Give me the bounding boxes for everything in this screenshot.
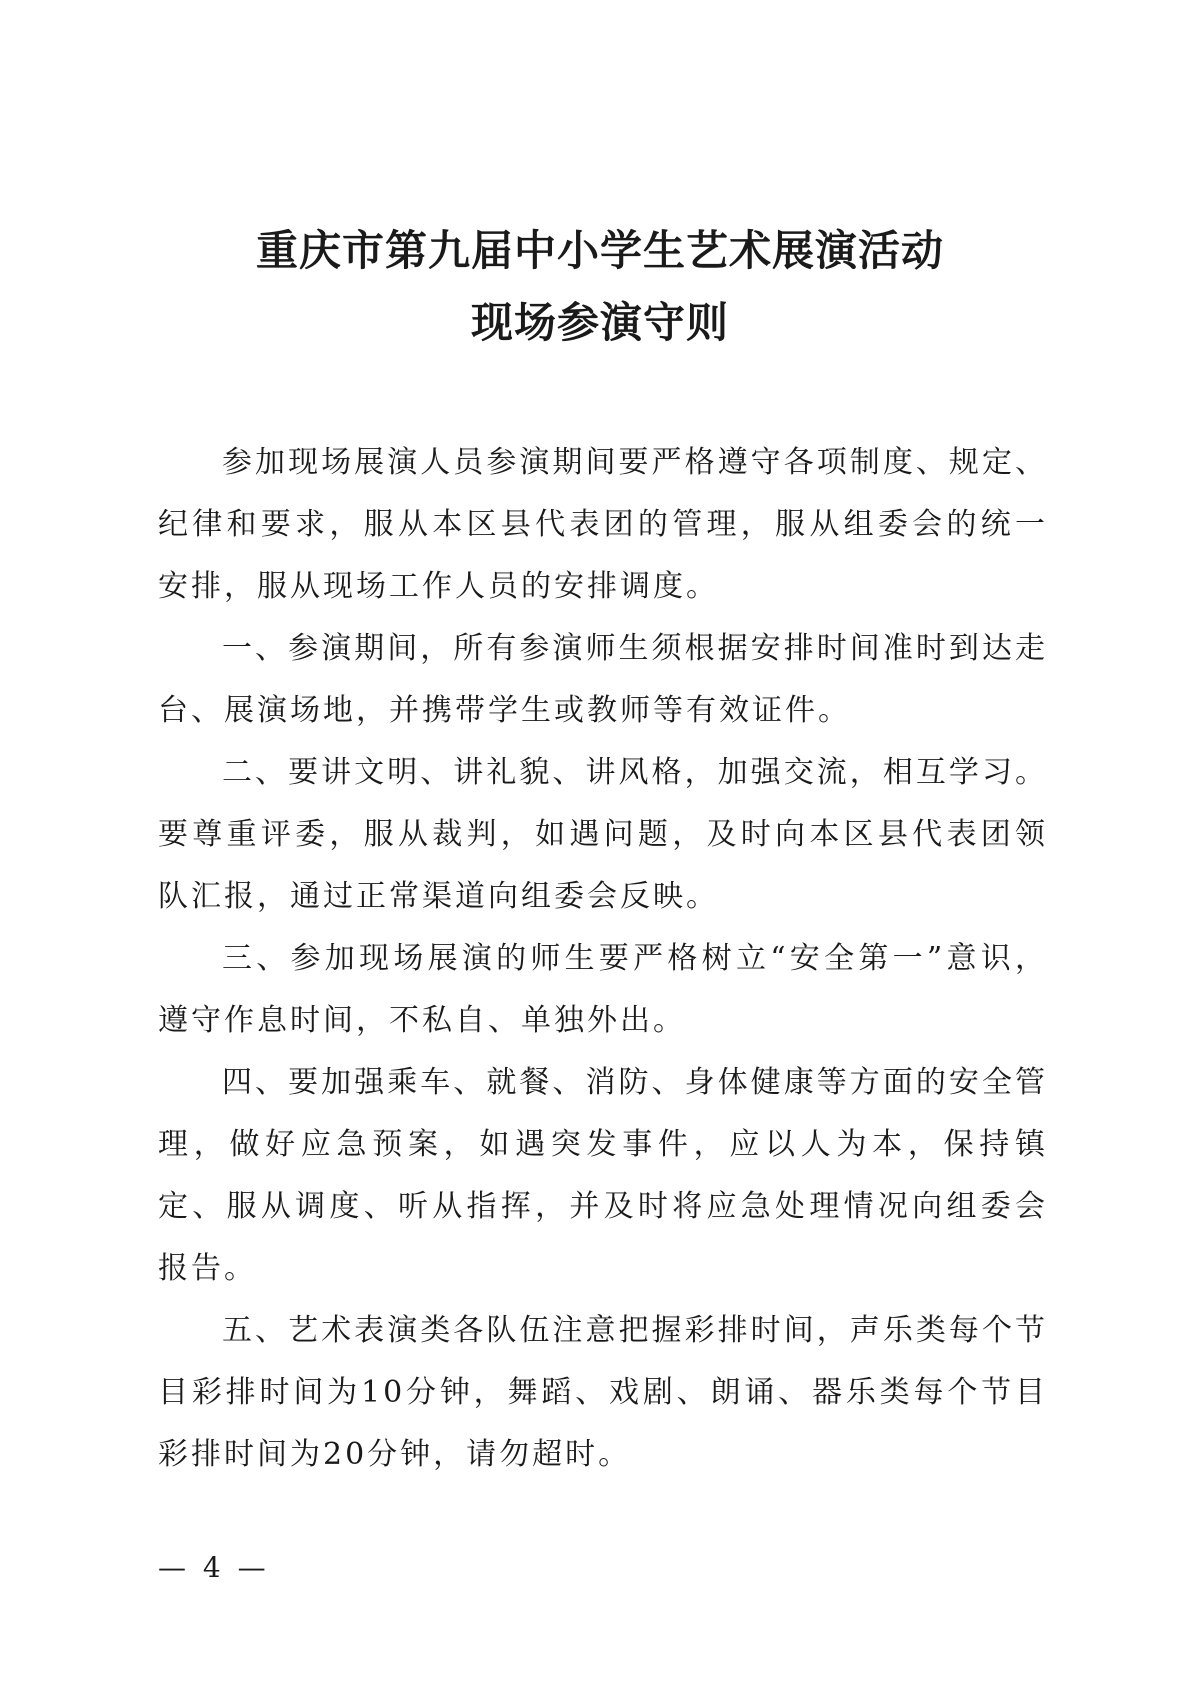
paragraph-rule-1: 一、参演期间，所有参演师生须根据安排时间准时到达走台、展演场地，并携带学生或教师等有效证件。 bbox=[158, 631, 1048, 728]
paragraph-rule-2: 二、要讲文明、讲礼貌、讲风格，加强交流，相互学习。要尊重评委，服从裁判，如遇问题，及时向本区县代表团领队汇报，通过正常渠道向组委会反映。 bbox=[158, 755, 1048, 914]
paragraph-rule-5: 五、艺术表演类各队伍注意把握彩排时间，声乐类每个节目彩排时间为10分钟，舞蹈、戏剧、朗诵、器乐类每个节目彩排时间为20分钟，请勿超时。 bbox=[158, 1313, 1048, 1472]
page-number: — 4 — bbox=[158, 1551, 270, 1584]
document-body bbox=[158, 432, 1048, 1486]
document-title bbox=[150, 215, 1050, 359]
paragraph-rule-4: 四、要加强乘车、就餐、消防、身体健康等方面的安全管理，做好应急预案，如遇突发事件，应以人为本，保持镇定、服从调度、听从指挥，并及时将应急处理情况向组委会报告。 bbox=[158, 1065, 1048, 1286]
paragraph-intro: 参加现场展演人员参演期间要严格遵守各项制度、规定、纪律和要求，服从本区县代表团的管理，服从组委会的统一安排，服从现场工作人员的安排调度。 bbox=[158, 445, 1048, 604]
title-line-1: 重庆市第九届中小学生艺术展演活动 bbox=[255, 226, 944, 275]
title-line-2: 现场参演守则 bbox=[470, 298, 729, 347]
paragraph-rule-3: 三、参加现场展演的师生要严格树立“安全第一”意识，遵守作息时间，不私自、单独外出。 bbox=[158, 941, 1048, 1038]
